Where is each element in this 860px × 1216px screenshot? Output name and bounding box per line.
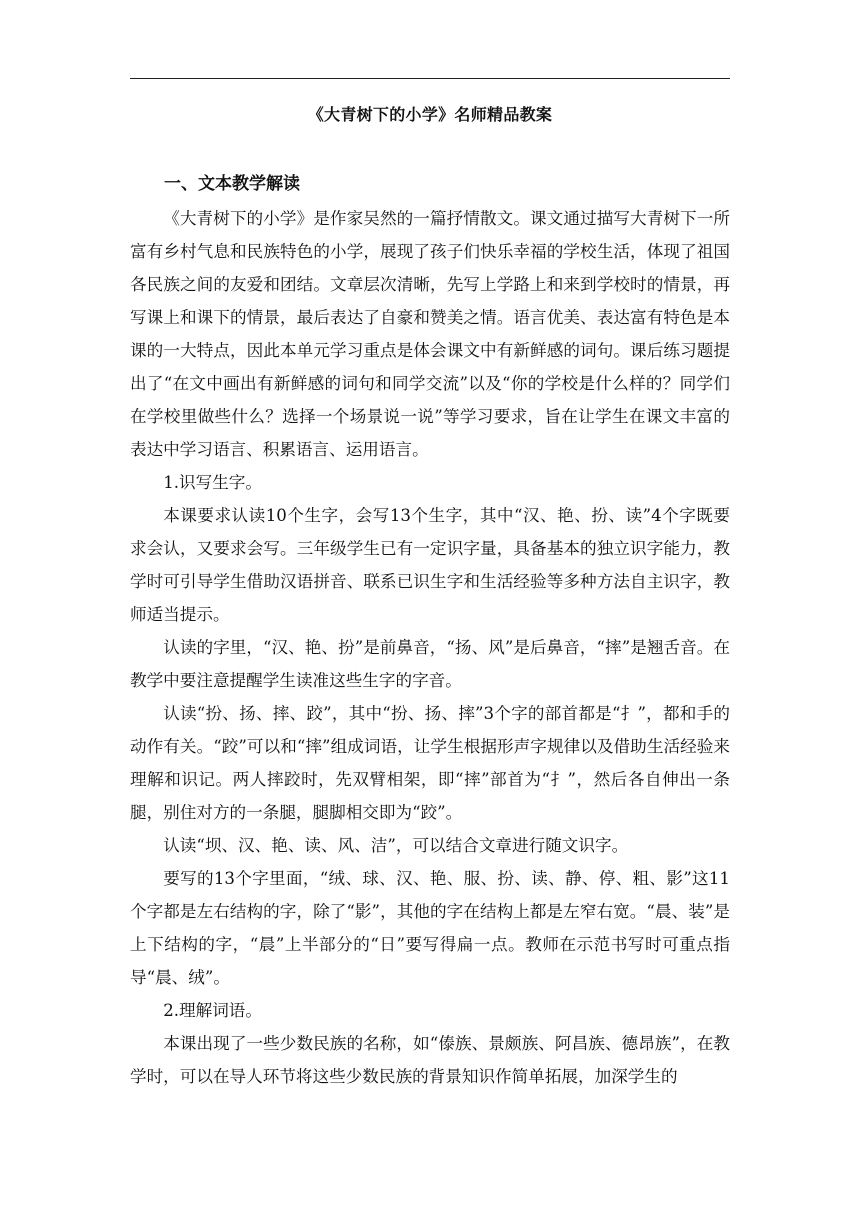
subheading-understand-words: 2.理解词语。 — [163, 1001, 262, 1020]
paragraph-pronunciation: 认读的字里，“汉、艳、扮”是前鼻音，“扬、风”是后鼻音，“摔”是翘舌音。在教学中要注意提醒学生读准这些生字的字音。 — [130, 638, 730, 690]
subheading-recognize-write: 1.识写生字。 — [163, 473, 262, 492]
paragraph-radicals: 认读“扮、扬、摔、跤”，其中“扮、扬、摔”3个字的部首都是“扌”，都和手的动作有关。“跤”可以和“摔”组成词语，让学生根据形声字规律以及借助生活经验来理解和识记。两人摔跤时，先双臂相架，即“摔”部首为“扌”，然后各自伸出一条腿，别住对方的一条腿，腿脚相交即为“跤”。 — [130, 704, 730, 822]
document-body — [130, 202, 730, 1093]
paragraph-writing-structure: 要写的13个字里面，“绒、球、汉、艳、服、扮、读、静、停、粗、影”这11个字都是左右结构的字，除了“影”，其他的字在结构上都是左窄右宽。“晨、装”是上下结构的字，“晨”上半部分的“日”要写得扁一点。教师在示范书写时可重点指导“晨、绒”。 — [130, 869, 730, 987]
paragraph-character-requirements: 本课要求认读10个生字，会写13个生字，其中“汉、艳、扮、读”4个字既要求会认，又要求会写。三年级学生已有一定识字量，具备基本的独立识字能力，教学时可引导学生借助汉语拼音、联系已识生字和生活经验等多种方法自主识字，教师适当提示。 — [130, 506, 730, 624]
paragraph-ethnic-names: 本课出现了一些少数民族的名称，如“傣族、景颇族、阿昌族、德昂族”，在教学时，可以在导人环节将这些少数民族的背景知识作简单拓展，加深学生的 — [130, 1034, 730, 1086]
paragraph-intro: 《大青树下的小学》是作家吴然的一篇抒情散文。课文通过描写大青树下一所富有乡村气息和民族特色的小学，展现了孩子们快乐幸福的学校生活，体现了祖国各民族之间的友爱和团结。文章层次清晰，先写上学路上和来到学校时的情景，再写课上和课下的情景，最后表达了自豪和赞美之情。语言优美、表达富有特色是本课的一大特点，因此本单元学习重点是体会课文中有新鲜感的词句。课后练习题提出了“在文中画出有新鲜感的词句和同学交流”以及“你的学校是什么样的？同学们在学校里做些什么？选择一个场景说一说”等学习要求，旨在让学生在课文丰富的表达中学习语言、积累语言、运用语言。 — [130, 209, 730, 459]
section-heading: 一、文本教学解读 — [164, 174, 300, 194]
header-rule — [130, 78, 730, 79]
document-title: 《大青树下的小学》名师精品教案 — [307, 105, 553, 124]
paragraph-context-reading: 认读“坝、汉、艳、读、风、洁”，可以结合文章进行随文识字。 — [163, 836, 629, 855]
